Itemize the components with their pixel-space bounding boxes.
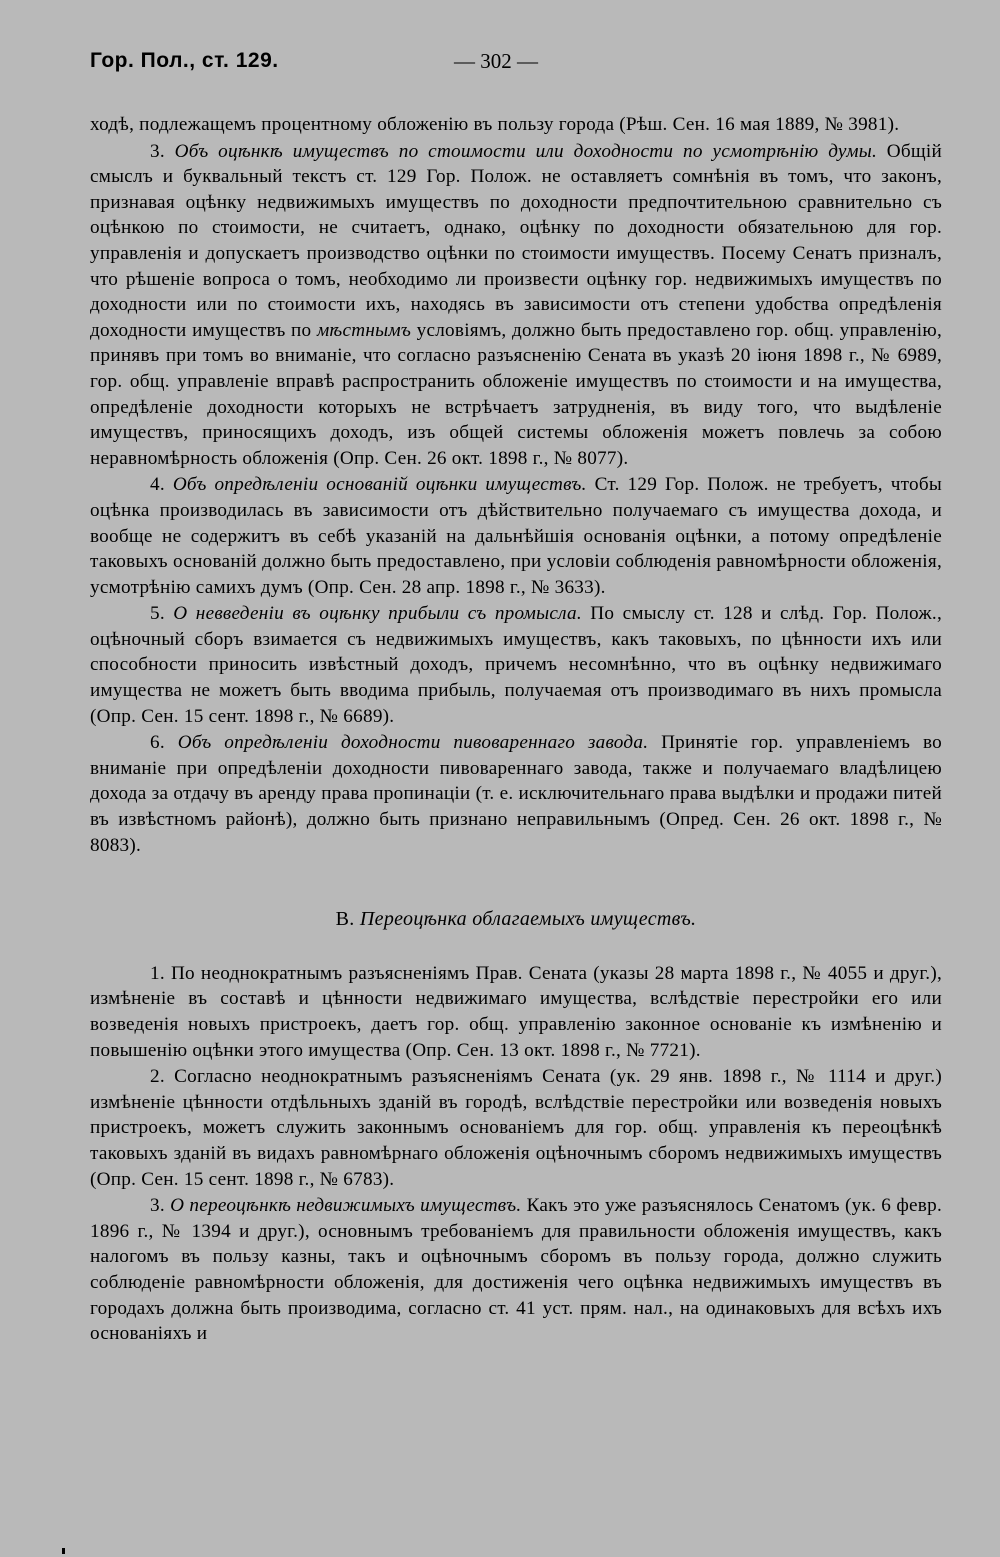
section-paragraph-2 — [90, 1064, 942, 1192]
paragraph-heading: Объ опредѣленіи основаній оцѣнки имуществъ. — [172, 474, 587, 496]
paragraph-number: 4. — [150, 474, 165, 496]
scan-speck — [62, 1548, 65, 1554]
running-head — [90, 44, 942, 78]
section-letter: В. — [335, 908, 355, 931]
paragraph-heading: Объ оцѣнкѣ имуществъ по стоимости или доходности по усмотрѣнію думы. — [174, 140, 877, 162]
emphasized-word: мѣстнымъ — [316, 319, 412, 341]
paragraph-6 — [90, 730, 942, 858]
paragraph-text: ходѣ, подлежащемъ процентному обложенію въ пользу города (Рѣш. Сен. 16 мая 1889, № 3981). — [90, 114, 900, 135]
paragraph-number: 2. — [150, 1066, 165, 1088]
paragraph-number: 3. — [150, 140, 165, 162]
paragraph-number: 3. — [150, 1195, 165, 1217]
paragraph-text-continued: условіямъ, должно быть предоставлено гор. общ. управленію, принявъ при томъ во вниманіе, что согласно разъясненію Сената въ указѣ 20 іюня 1898 г., № 6989, гор. общ. управленіе вправѣ распространить обложеніе имуществъ по стоимости и на имущества, опредѣленіе доходности которыхъ не встрѣчаетъ затрудненія, въ виду того, что выдѣленіе имуществъ, приносящихъ доходъ, изъ общей системы обложенія можетъ повлечь за собою неравномѣрность обложенія (Опр. Сен. 26 окт. 1898 г., № 8077). — [90, 319, 943, 469]
paragraph-text: По смыслу ст. 128 и слѣд. Гор. Полож., оцѣночный сборъ взимается съ недвижимыхъ имуществъ, какъ таковыхъ, по цѣнности ихъ или способности приносить извѣстный доходъ, причемъ несомнѣнно, что въ оцѣнку недвижимаго имущества не можетъ быть вводима прибыль, получаемая отъ производимаго въ нихъ промысла (Опр. Сен. 15 сент. 1898 г., № 6689). — [90, 603, 943, 727]
paragraph-number: 1. — [150, 962, 165, 984]
paragraph-5 — [90, 601, 942, 729]
paragraph-text: Принятіе гор. управленіемъ во вниманіе при опредѣленіи доходности пивовареннаго завода, также и получаемаго владѣлицею дохода за отдачу въ аренду права пропинаціи (т. е. исключительнаго права выдѣлки и продажи питей въ извѣстномъ районѣ), должно быть признано неправильнымъ (Опред. Сен. 26 окт. 1898 г., № 8083). — [90, 732, 943, 856]
paragraph-text: Общій смыслъ и буквальный текстъ ст. 129 Гор. Полож. не оставляетъ сомнѣнія въ томъ, что законъ, признавая оцѣнку недвижимыхъ имуществъ по доходности предпочтительною сравнительно съ оцѣнкою по стоимости, не считаетъ, однако, оцѣнку по доходности обязательною для гор. управленія и допускаетъ производство оцѣнки по стоимости имуществъ. Посему Сенатъ призналъ, что рѣшеніе вопроса о томъ, необходимо ли произвести оцѣнку гор. недвижимыхъ имуществъ по доходности или по стоимости ихъ, находясь въ зависимости отъ степени удобства опредѣленія доходности имуществъ по — [90, 140, 943, 341]
body-text — [90, 112, 942, 1347]
paragraph-4 — [90, 472, 942, 600]
page-number: — 302 — — [454, 49, 538, 73]
paragraph-number: 5. — [150, 603, 165, 625]
paragraph-text: Какъ это уже разъяснялось Сенатомъ (ук. 6 февр. 1896 г., № 1394 и друг.), основнымъ требованіемъ для правильности обложенія имуществъ, какъ налогомъ въ пользу казны, такъ и оцѣночнымъ сборомъ въ пользу города, должно служить соблюденіе равномѣрности обложенія, для достиженія чего оцѣнка недвижимыхъ имуществъ въ городахъ должна быть производима, согласно ст. 41 уст. прям. нал., на одинаковыхъ для всѣхъ ихъ основаніяхъ и — [90, 1195, 942, 1345]
section-title: Переоцѣнка облагаемыхъ имуществъ. — [359, 908, 697, 931]
paragraph-continuation — [90, 112, 942, 138]
paragraph-number: 6. — [150, 732, 165, 754]
section-heading — [90, 907, 942, 933]
paragraph-3 — [90, 139, 942, 472]
paragraph-heading: О невведеніи въ оцѣнку прибыли съ промысла. — [173, 603, 582, 625]
paragraph-text: Согласно неоднократнымъ разъясненіямъ Сената (ук. 29 янв. 1898 г., № 1114 и друг.) измѣненіе цѣнности отдѣльныхъ зданій въ городѣ, вслѣдствіе перестройки или возведенія новыхъ пристроекъ, можетъ служить законнымъ основаніемъ для гор. общ. управленія къ переоцѣнкѣ таковыхъ зданій въ видахъ равномѣрнаго обложенія оцѣночнымъ сборомъ недвижимыхъ имуществъ (Опр. Сен. 15 сент. 1898 г., № 6783). — [90, 1066, 942, 1190]
paragraph-text: По неоднократнымъ разъясненіямъ Прав. Сената (указы 28 марта 1898 г., № 4055 и друг.), измѣненіе въ составѣ и цѣнности недвижимаго имущества, вслѣдствіе перестройки его или возведенія новыхъ пристроекъ, даетъ гор. общ. управленію законное основаніе къ измѣненію и повышенію оцѣнки этого имущества (Опр. Сен. 13 окт. 1898 г., № 7721). — [90, 962, 943, 1061]
paragraph-heading: О переоцѣнкѣ недвижимыхъ имуществъ. — [170, 1195, 522, 1217]
section-paragraph-1 — [90, 961, 942, 1063]
paragraph-text: Ст. 129 Гор. Полож. не требуетъ, чтобы оцѣнка производилась въ зависимости отъ дѣйствительно получаемаго съ имущества дохода, и вообще не содержитъ въ себѣ указаній на дальнѣйшія основанія оцѣнки, а потому опредѣленіе таковыхъ основаній должно быть предоставлено, при условіи соблюденія равномѣрности обложенія, усмотрѣнію самихъ думъ (Опр. Сен. 28 апр. 1898 г., № 3633). — [90, 474, 943, 598]
paragraph-heading: Объ опредѣленіи доходности пивовареннаго завода. — [177, 732, 649, 754]
section-paragraph-3 — [90, 1193, 942, 1347]
running-head-citation: Гор. Пол., ст. 129. — [90, 49, 279, 72]
